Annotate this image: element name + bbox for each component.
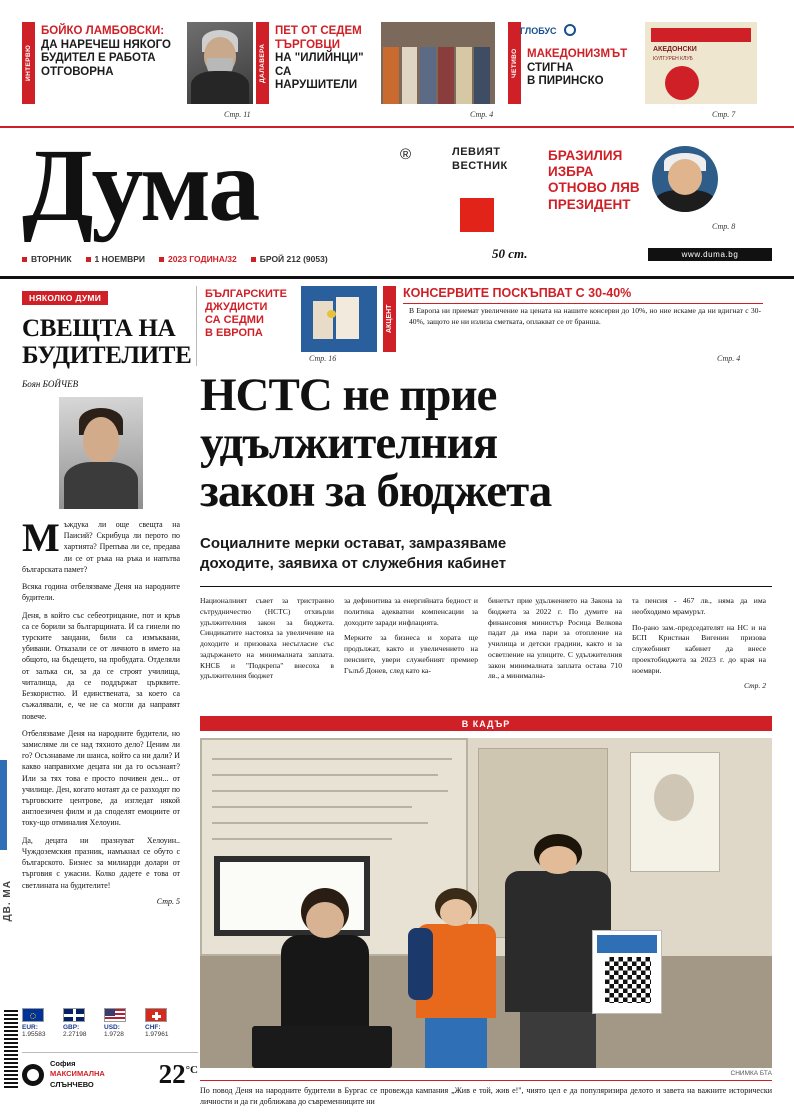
- editorial-page-ref: Стр. 5: [156, 896, 180, 906]
- weather-text: [50, 1059, 105, 1089]
- currency-eur: EUR: 1.95583: [22, 1008, 59, 1038]
- editorial-paragraph: Мъждука ли още свещта на Паисий? Скрибуца ли перото по хартията? Препъва ли се, предава ли се от ръка на ръка и напътва българската памет?: [22, 515, 180, 574]
- photo-qr-sign: [592, 930, 662, 1014]
- photo-laptop: [252, 1026, 392, 1068]
- photo-caption: По повод Деня на народните будители в Бургас се провежда кампания „Жив е той, жив е!", чиято цел е да популяризира делото и завета на важните исторически личности и да ги доближава до съвременниците ни: [200, 1080, 772, 1107]
- flag-us-icon: [104, 1008, 126, 1022]
- poster-subtitle: КУЛТУРЕН КЛУБ: [653, 56, 693, 62]
- registered-mark: ®: [400, 146, 412, 163]
- weather-max-label: МАКСИМАЛНА: [50, 1069, 105, 1079]
- main-headline[interactable]: НСТС не прие удължителния закон за бюджета: [200, 369, 552, 517]
- article-column: бинетът прие удължението на Закона за бюджета за 2022 г. По думите на финансовия министър Росица Велкова падат да има пари за отопление на училища и детски градини, както и за осветление на улиците. С удължителния закон минималната заплата остава 710 лв., а минимална-: [488, 596, 622, 681]
- article-column: за дефинитива за енергийната бедност и политика адекватни компенсации за доходите заради инфлацията. Мерките за бизнеса и хората ще продължат, както и увеличението на пенсиите, увери служебният премиер Гълъб Донев, след като ка-: [344, 596, 478, 675]
- editorial-paragraph: Да, децата ни празнуват Хелоуин.. Чуждоземския празник, намъкнал се обуто с българското. Бизнес за милиарди долари от търговия с ужасни. Колко дадете е това от светлината на будителите!: [22, 835, 180, 890]
- judo-teaser[interactable]: БЪЛГАРСКИТЕ ДЖУДИСТИ СА СЕДМИ В ЕВРОПА: [205, 288, 287, 339]
- main-subheadline: Социалните мерки остават, замразяваме доходите, заявиха от служебния кабинет: [200, 535, 507, 572]
- currency-gbp: GBP: 2.27198: [63, 1008, 100, 1038]
- sun-icon: [22, 1064, 44, 1086]
- article-column: Националният съвет за тристранно сътрудничество (НСТС) отхвърли удължителния закон за бюджета. Синдикатите настояха за увеличение на доходите и призоваха несъгласие със задържането на минималната заплата. КНСБ и "Подкрепа" внесоха в удължителния бюджет: [200, 596, 334, 681]
- red-square-decoration: [460, 198, 494, 232]
- teaser-page-interview: Стр. 11: [224, 110, 251, 119]
- accent-page-ref: Стр. 4: [717, 354, 741, 363]
- globe-icon: [564, 24, 576, 36]
- brazil-page-ref: Стр. 8: [712, 222, 736, 231]
- website-url[interactable]: www.duma.bg: [648, 248, 772, 261]
- newspaper-logo: Дума: [22, 128, 259, 243]
- teaser-tag-market: ДАЛАВЕРА: [256, 22, 269, 104]
- top-teaser-strip: [0, 0, 794, 128]
- teaser-headline-market: ПЕТ ОТ СЕДЕМ ТЪРГОВЦИ НА "ИЛИЙНЦИ" СА НАРУШИТЕЛИ: [275, 25, 364, 92]
- flag-eu-icon: [22, 1008, 44, 1022]
- editorial-kicker: НЯКОЛКО ДУМИ: [22, 291, 108, 305]
- teaser-image-lambovski: [187, 22, 253, 104]
- teaser-image-macedonian-poster: [645, 22, 757, 104]
- editorial-paragraph: Отбелязваме Деня на народните будители, но замисляме ли се над тяхното дело? Ценим ли го? Осъзнаваме ли шанса, който са ни дали? И какво направихме децата ни да го осъзнаят? Или за тях това е просто почивен ден... от училище. Ден, когато мотаят да се разходят по търговските центрове, да изгледат някой англоезичен филм и да споделят емоциите от току-що отминалия Хелоуин.: [22, 728, 180, 828]
- issue-date: 1 НОЕМВРИ: [86, 254, 146, 264]
- subheadline-rule: [200, 586, 772, 587]
- teaser-market[interactable]: [256, 22, 508, 104]
- teaser-tag-macedonism: ЧЕТИВО: [508, 22, 521, 104]
- editorial-column: [22, 288, 192, 906]
- teaser-page-macedonism: Стр. 7: [712, 110, 736, 119]
- brazil-portrait-image: [652, 146, 718, 212]
- issue-year: 2023 ГОДИНА/32: [159, 254, 237, 264]
- in-frame-bar: В КАДЪР: [200, 716, 772, 731]
- brazil-teaser[interactable]: БРАЗИЛИЯ ИЗБРА ОТНОВО ЛЯВ ПРЕЗИДЕНТ: [548, 148, 640, 212]
- editorial-paragraph: Всяка година отбелязваме Деня на народните будители.: [22, 582, 180, 603]
- poster-title: АКЕДОНСКИ: [653, 46, 697, 53]
- main-photo: [200, 738, 772, 1068]
- editorial-paragraph: Деня, в който със себеотрицание, пот и кръв са се борили за българщината. И са гинели по турските зандани, били са измъквани, убивани. Отказали се от личното в името на общото, на бъдещето, на пробудата. Отделяли от залъка си, за да се строят училища, читалища, да се поддържат църквите. Безкористно. И единствената, за което са съжалявали, е, че не са могли да направят повече.: [22, 610, 180, 721]
- currency-rates: [22, 1008, 182, 1038]
- issue-number: БРОЙ 212 (9053): [251, 254, 328, 264]
- left-blue-bar: [0, 760, 7, 850]
- flag-gb-icon: [63, 1008, 85, 1022]
- editorial-body: [22, 515, 180, 906]
- teaser-image-market: [381, 22, 495, 104]
- flag-ch-icon: [145, 1008, 167, 1022]
- photo-person-child: [408, 888, 504, 1068]
- masthead-subtitle: ЛЕВИЯТ ВЕСТНИК: [452, 146, 508, 172]
- teaser-page-market: Стр. 4: [470, 110, 494, 119]
- article-column: та пенсия - 467 лв., няма да има необходимо мрамурът. По-рано зам.-председателят на НС и на БСП Кристиан Вигенин призова служебният кабинет да внесе проектобюджета за 2023 г. до края на ноември. Стр. 2: [632, 596, 766, 691]
- mid-teaser-row: [196, 286, 772, 366]
- photo-credit: СНИМКА БТА: [730, 1070, 772, 1077]
- currency-chf: CHF: 1.97961: [145, 1008, 182, 1038]
- issue-price: 50 ст.: [492, 246, 528, 261]
- editorial-dropcap: М: [22, 515, 60, 560]
- editorial-title: СВЕЩТА НА БУДИТЕЛИТЕ: [22, 315, 192, 369]
- judo-team-image: [301, 286, 377, 352]
- accent-text: В Европа ни приемат увеличение на цената на нашите консерви до 10%, но ние искаме да ни вдигнат с 30-40%, защото не ни излиза сметката, оплакват се от бранша.: [409, 306, 761, 326]
- teaser-headline-interview: БОЙКО ЛАМБОВСКИ: ДА НАРЕЧЕШ НЯКОГО БУДИТЕЛ Е РАБОТА ОТГОВОРНА: [41, 25, 171, 78]
- accent-headline[interactable]: КОНСЕРВИТЕ ПОСКЪПВАТ С 30-40%: [403, 286, 763, 304]
- barcode: [4, 1010, 18, 1090]
- currency-usd: USD: 1.9728: [104, 1008, 141, 1038]
- weather-temperature: $22^{^\circ C}$: [158, 1059, 198, 1089]
- teaser-headline-macedonism: МАКЕДОНИЗМЪТ СТИГНА В ПИРИНСКО: [527, 48, 628, 88]
- photo-portrait-poster: [630, 752, 720, 872]
- side-vertical-label: ДВ. МА: [2, 880, 13, 922]
- weather-city: София: [50, 1059, 76, 1069]
- weather-widget: [22, 1052, 198, 1096]
- weather-condition: СЛЪНЧЕВО: [50, 1079, 94, 1089]
- editorial-author: Боян БОЙЧЕВ: [22, 379, 79, 389]
- teaser-interview[interactable]: [22, 22, 260, 104]
- teaser-tag-interview: ИНТЕРВЮ: [22, 22, 35, 104]
- globus-logo: ГЛОБУС: [520, 26, 557, 36]
- masthead-rule: [0, 276, 794, 279]
- issue-day: ВТОРНИК: [22, 254, 72, 264]
- accent-tag: АКЦЕНТ: [383, 286, 396, 352]
- judo-page-ref: Стр. 16: [309, 354, 337, 363]
- masthead: [0, 128, 794, 278]
- article-page-ref: Стр. 2: [743, 681, 766, 691]
- main-article-columns: [200, 596, 772, 718]
- editorial-author-photo: [59, 397, 143, 509]
